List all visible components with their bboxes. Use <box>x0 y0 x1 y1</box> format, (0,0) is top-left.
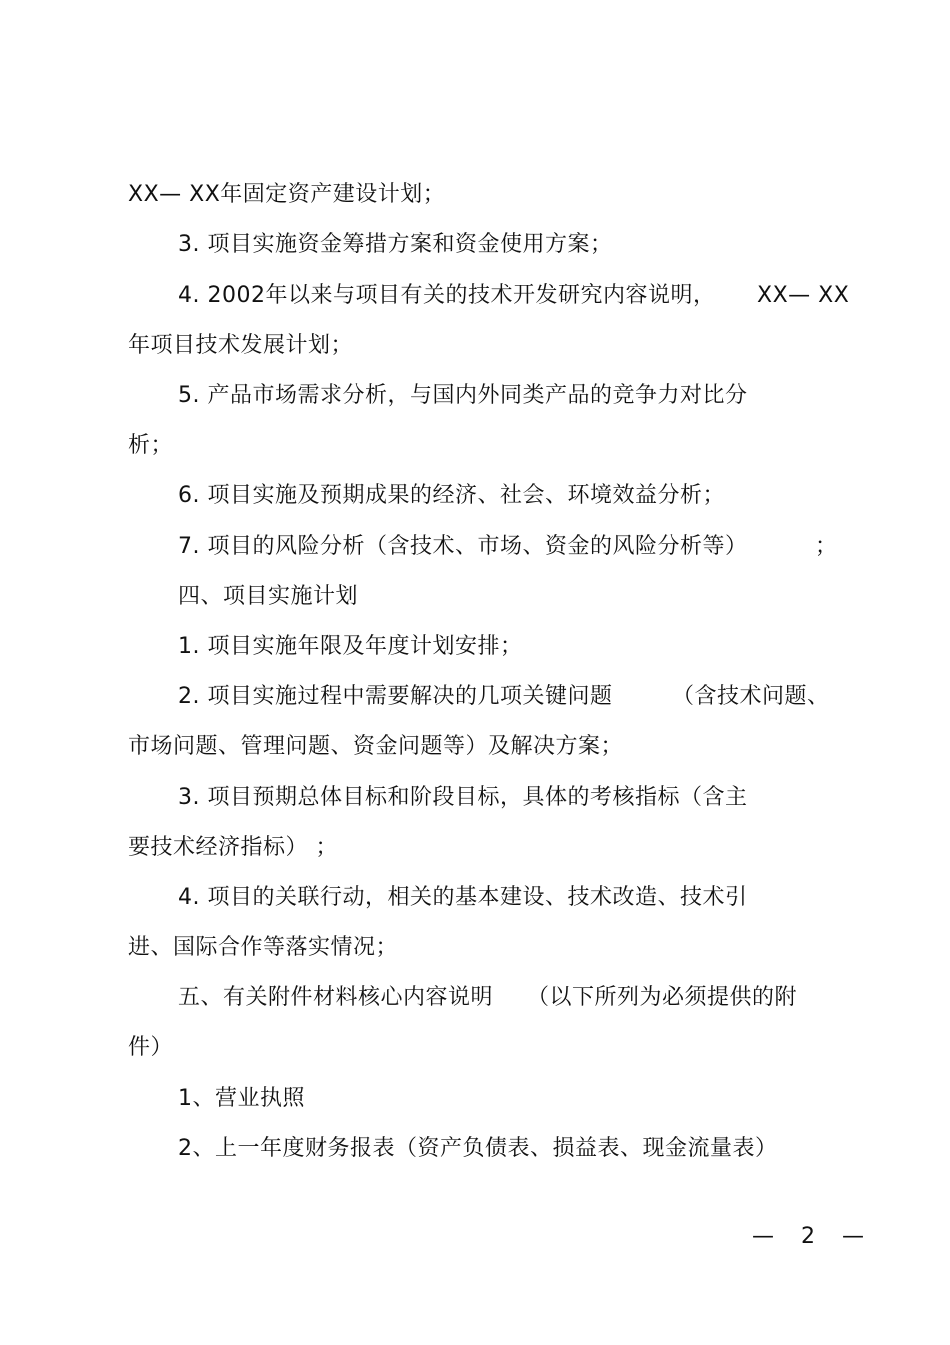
text-line-tech-plan: 年项目技术发展计划； <box>128 333 354 358</box>
text-line-plan-item-3: 3. 项目预期总体目标和阶段目标，具体的考核指标（含主 <box>178 785 748 810</box>
text-line-attachments-paren: （以下所列为必须提供的附 <box>527 985 798 1010</box>
text-line-item-5-market: 5. 产品市场需求分析，与国内外同类产品的竞争力对比分 <box>178 383 748 408</box>
text-line-item-3-funding: 3. 项目实施资金筹措方案和资金使用方案； <box>178 232 613 257</box>
text-line-item-6-benefits: 6. 项目实施及预期成果的经济、社会、环境效益分析； <box>178 483 725 508</box>
text-line-item-4-rd: 4. 2002年以来与项目有关的技术开发研究内容说明， <box>178 283 716 308</box>
text-line-plan-item-4-cont: 进、国际合作等落实情况； <box>128 935 399 960</box>
text-line-item-5-cont: 析； <box>128 433 174 458</box>
text-line-plan-item-3-cont: 要技术经济指标） ； <box>128 835 338 860</box>
text-line-plan-item-1: 1. 项目实施年限及年度计划安排； <box>178 634 523 659</box>
text-line-item-7-semicolon: ； <box>815 534 838 559</box>
section-heading-attachments: 五、有关附件材料核心内容说明 <box>178 985 494 1010</box>
text-line-attachments-cont: 件） <box>128 1035 174 1060</box>
text-line-plan-item-2-paren: （含技术问题、 <box>672 684 830 709</box>
text-line-attachment-2: 2、上一年度财务报表（资产负债表、损益表、现金流量表） <box>178 1136 778 1161</box>
text-line-attachment-1: 1、营业执照 <box>178 1086 305 1111</box>
text-line-item-4-years: XX— XX <box>757 283 850 308</box>
text-line-plan-item-2-cont: 市场问题、管理问题、资金问题等）及解决方案； <box>128 734 624 759</box>
text-line-fixed-asset-plan: XX— XX年固定资产建设计划； <box>128 182 446 207</box>
text-line-plan-item-4: 4. 项目的关联行动，相关的基本建设、技术改造、技术引 <box>178 885 748 910</box>
text-line-plan-item-2: 2. 项目实施过程中需要解决的几项关键问题 <box>178 684 613 709</box>
text-line-item-7-risk: 7. 项目的风险分析（含技术、市场、资金的风险分析等） <box>178 534 748 559</box>
section-heading-implementation-plan: 四、项目实施计划 <box>178 584 359 609</box>
page-number: — 2 — <box>752 1224 874 1249</box>
